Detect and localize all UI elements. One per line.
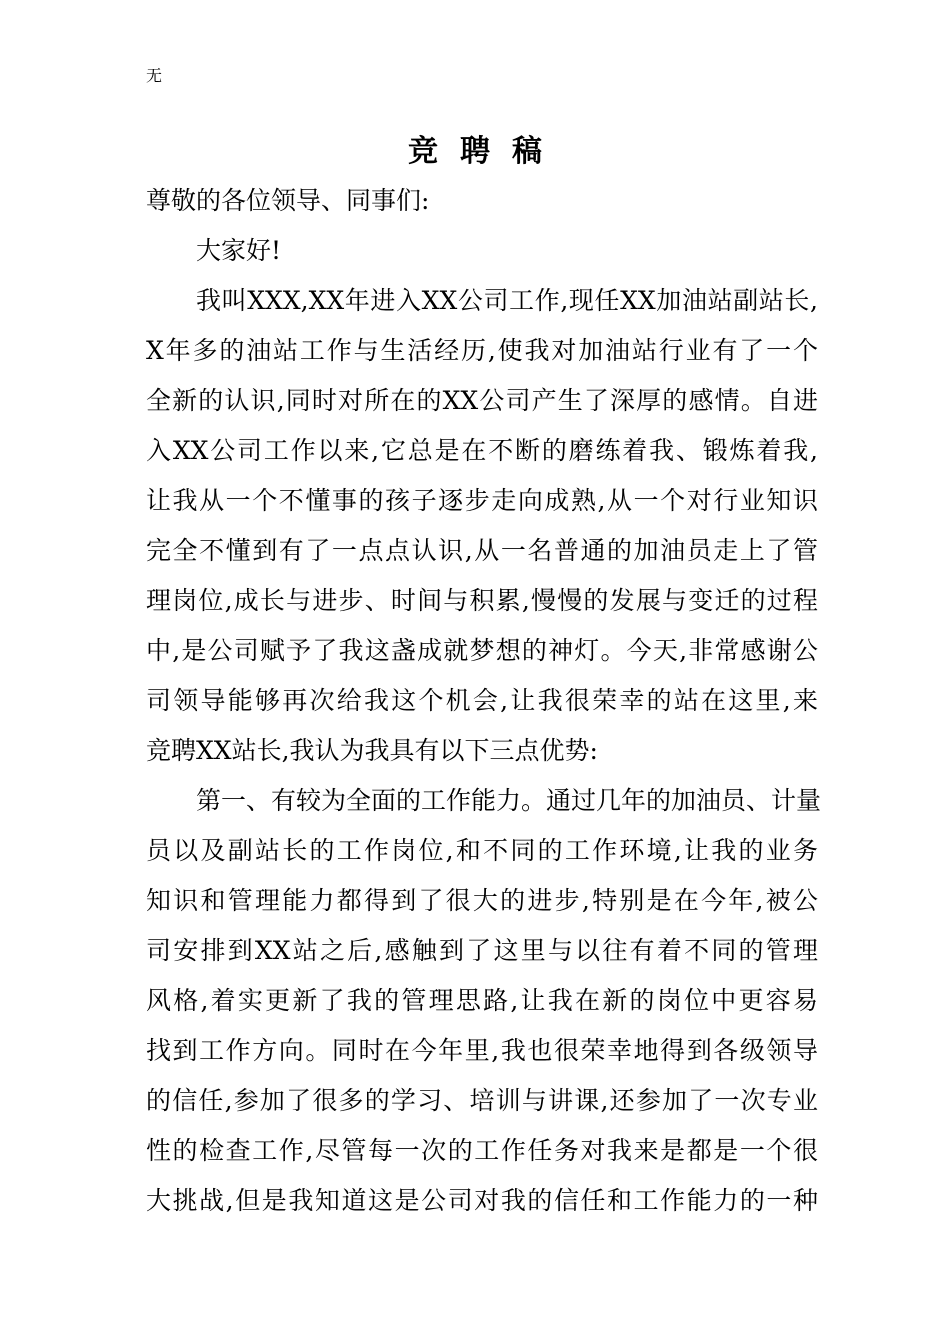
body-line: 完全不懂到有了一点点认识,从一名普通的加油员走上了管: [146, 536, 818, 565]
body-line: 让我从一个不懂事的孩子逐步走向成熟,从一个对行业知识: [146, 486, 818, 515]
greeting: 大家好!: [196, 236, 282, 265]
body-line: 第一、有较为全面的工作能力。通过几年的加油员、计量: [196, 786, 822, 815]
body-line: 司领导能够再次给我这个机会,让我很荣幸的站在这里,来: [146, 686, 818, 715]
body-line: 理岗位,成长与进步、时间与积累,慢慢的发展与变迁的过程: [146, 586, 818, 615]
body-line: X年多的油站工作与生活经历,使我对加油站行业有了一个: [146, 336, 818, 365]
body-line: 性的检查工作,尽管每一次的工作任务对我来是都是一个很: [146, 1136, 818, 1165]
body-line: 我叫XXX,XX年进入XX公司工作,现任XX加油站副站长,: [196, 286, 818, 315]
body-line: 全新的认识,同时对所在的XX公司产生了深厚的感情。自进: [146, 386, 818, 415]
body-line: 入XX公司工作以来,它总是在不断的磨练着我、锻炼着我,: [146, 436, 818, 465]
body-line: 员以及副站长的工作岗位,和不同的工作环境,让我的业务: [146, 836, 818, 865]
body-line: 找到工作方向。同时在今年里,我也很荣幸地得到各级领导: [146, 1036, 818, 1065]
body-line: 知识和管理能力都得到了很大的进步,特别是在今年,被公: [146, 886, 818, 915]
header-mark: 无: [146, 66, 163, 85]
salutation: 尊敬的各位领导、同事们:: [146, 186, 430, 215]
body-line: 司安排到XX站之后,感触到了这里与以往有着不同的管理: [146, 936, 818, 965]
body-line: 竞聘XX站长,我认为我具有以下三点优势:: [146, 736, 598, 765]
body-line: 风格,着实更新了我的管理思路,让我在新的岗位中更容易: [146, 986, 818, 1015]
body-line: 大挑战,但是我知道这是公司对我的信任和工作能力的一种: [146, 1186, 818, 1215]
body-line: 中,是公司赋予了我这盏成就梦想的神灯。今天,非常感谢公: [146, 636, 818, 665]
document-title: 竞聘稿: [408, 134, 564, 169]
body-line: 的信任,参加了很多的学习、培训与讲课,还参加了一次专业: [146, 1086, 818, 1115]
